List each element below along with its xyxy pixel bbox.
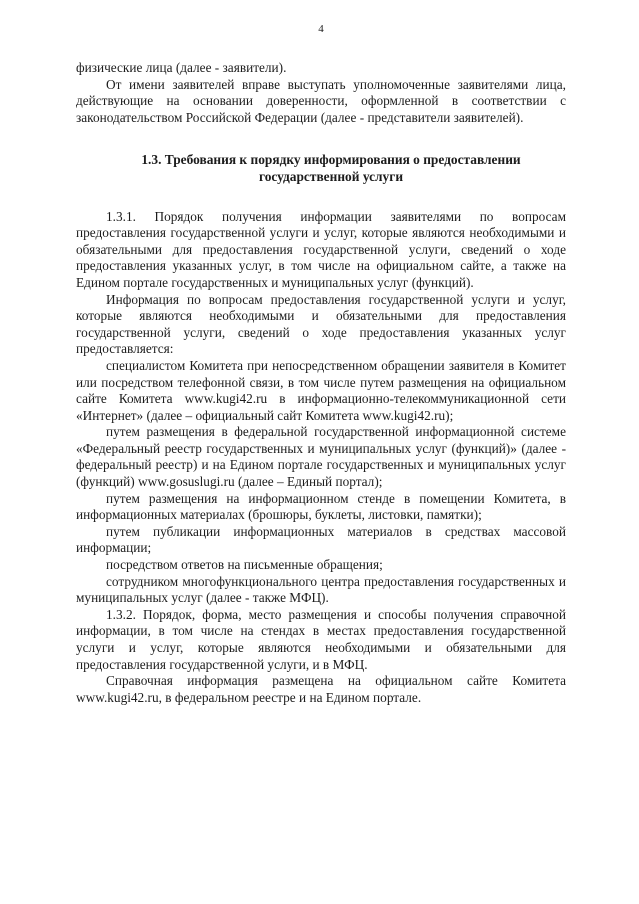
paragraph-1-3-1: 1.3.1. Порядок получения информации заявителями по вопросам предоставления государственной услуги и услуг, которые являются необходимыми и обязательными для предоставления государственной услуги, сведений о ходе предоставления указанных услуг, в том числе на официальном сайте, а также на Едином портале государственных и муниципальных услуг (функций). (76, 208, 566, 290)
section-heading-1-3: 1.3. Требования к порядку информирования о предоставлении государственной услуги (141, 152, 521, 184)
paragraph-federal-registry: путем размещения в федеральной государственной информационной системе «Федеральный реестр государственных и муниципальных услуг (функций)» (далее - федеральный реестр) и на Едином портале государственных и муниципальных услуг (функций) www.gosuslugi.ru (далее – Единый портал); (76, 424, 566, 490)
paragraph-1-3-2: 1.3.2. Порядок, форма, место размещения и способы получения справочной информации, в том числе на стендах в местах предоставления государственной услуги и услуг, которые являются необходимыми и обязательными для предоставления государственной услуги, и в МФЦ. (76, 606, 566, 672)
paragraph-written-requests: посредством ответов на письменные обращения; (106, 557, 383, 573)
document-content (76, 60, 566, 706)
paragraph-committee-specialist: специалистом Комитета при непосредственном обращении заявителя в Комитет или посредством телефонной связи, в том числе путем размещения на официальном сайте Комитета www.kugi42.ru в информационно-телекоммуникационной сети «Интернет» (далее – официальный сайт Комитета www.kugi42.ru); (76, 357, 566, 423)
paragraph-info-stand: путем размещения на информационном стенде в помещении Комитета, в информационных материалах (брошюры, буклеты, листовки, памятки); (76, 490, 566, 523)
paragraph-mass-media: путем публикации информационных материалов в средствах массовой информации; (76, 523, 566, 556)
paragraph-information-provided: Информация по вопросам предоставления государственной услуги и услуг, которые являются необходимыми и обязательными для предоставления государственной услуги, сведений о ходе предоставления указанных услуг предоставляется: (76, 291, 566, 357)
page-number: 4 (318, 23, 324, 35)
paragraph-reference-info: Справочная информация размещена на официальном сайте Комитета www.kugi42.ru, в федеральном реестре и на Едином портале. (76, 673, 566, 705)
paragraph-mfc-employee: сотрудником многофункционального центра предоставления государственных и муниципальных услуг (далее - также МФЦ). (76, 573, 566, 606)
paragraph-representatives: От имени заявителей вправе выступать уполномоченные заявителями лица, действующие на основании доверенности, оформленной в соответствии с законодательством Российской Федерации (далее - представители заявителей). (76, 76, 566, 125)
paragraph-applicants-definition: физические лица (далее - заявители). (76, 60, 287, 75)
